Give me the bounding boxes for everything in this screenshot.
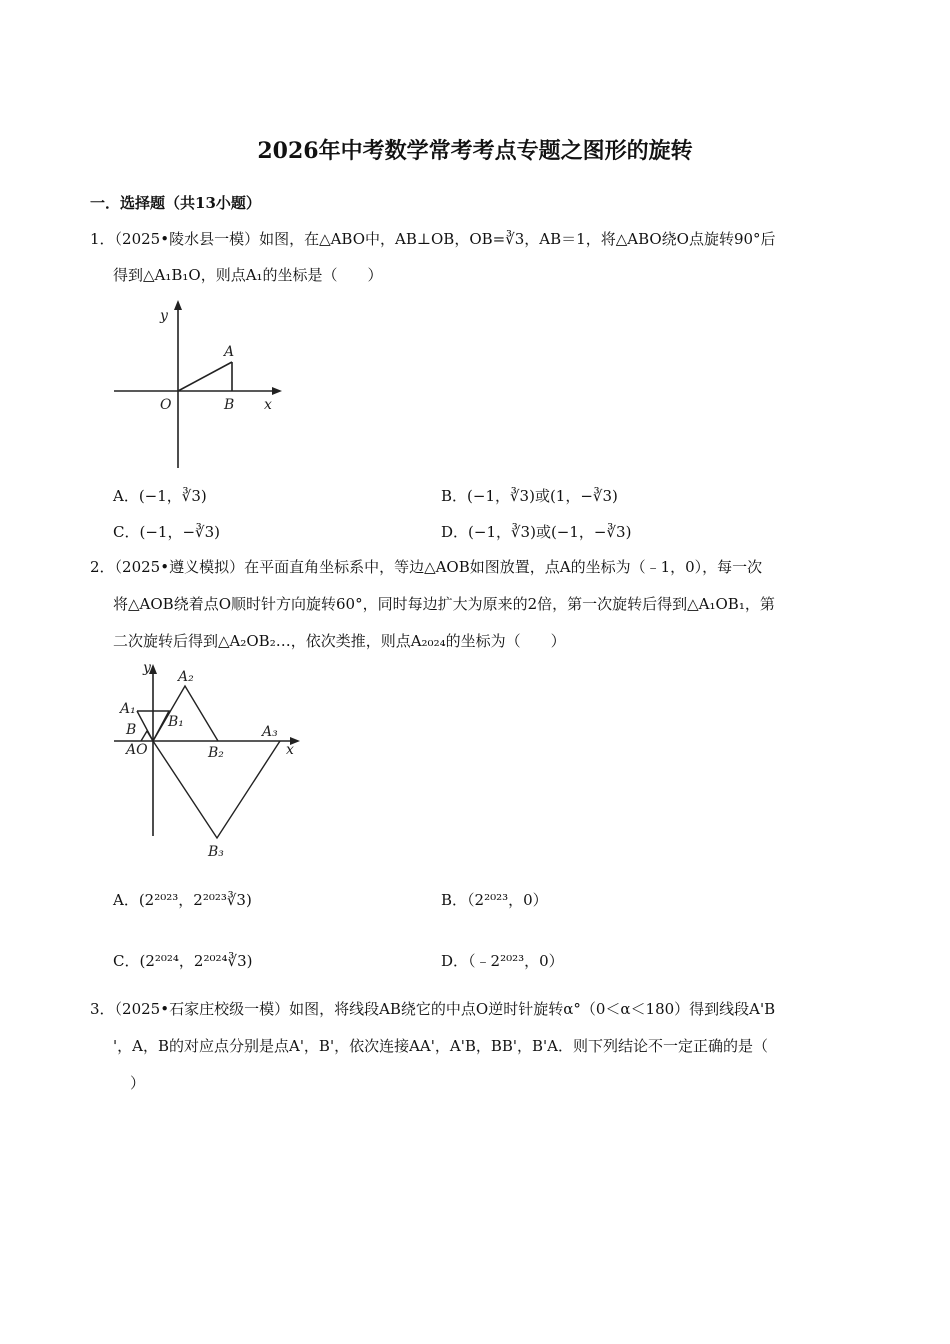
q2-label-A3: A₃ (262, 724, 278, 740)
q1-option-B[interactable]: B．(−1，∛3)或(1，−∛3) (441, 487, 618, 505)
q1-option-C[interactable]: C．(−1，−∛3) (113, 523, 220, 541)
q2-option-C[interactable]: C．(2²⁰²⁴，2²⁰²⁴∛3) (113, 952, 253, 970)
q2-label-A1: A₁ (120, 701, 136, 717)
page-title: 2026年中考数学常考考点专题之图形的旋转 (257, 138, 693, 164)
q2-line1: 2．（2025•遵义模拟）在平面直角坐标系中，等边△AOB如图放置，点A的坐标为（﹣1，0），每一次 (90, 558, 763, 576)
q3-line3: ） (130, 1074, 146, 1092)
q2-option-B[interactable]: B．（2²⁰²³，0） (441, 891, 548, 909)
q2-figure (110, 660, 305, 860)
q1-label-A: A (224, 344, 235, 360)
q2-label-y: y (143, 660, 151, 676)
q2-label-A2: A₂ (178, 669, 194, 685)
q1-label-O: O (160, 397, 172, 413)
q1-figure (108, 298, 288, 472)
q2-label-x: x (286, 742, 294, 758)
q1-label-y: y (160, 308, 168, 324)
q2-label-B2: B₂ (208, 745, 224, 761)
q1-label-x: x (264, 397, 272, 413)
section-heading: 一．选择题（共13小题） (90, 194, 261, 212)
q3-line1: 3．（2025•石家庄校级一模）如图，将线段AB绕它的中点O逆时针旋转α°（0＜α＜180）得到线段A'B (90, 1000, 776, 1018)
q1-option-D[interactable]: D．(−1，∛3)或(−1，−∛3) (441, 523, 632, 541)
q2-option-A[interactable]: A．(2²⁰²³，2²⁰²³∛3) (113, 891, 252, 909)
q1-line2: 得到△A₁B₁O，则点A₁的坐标是（ ） (113, 266, 383, 284)
q1-label-B: B (224, 397, 235, 413)
q2-label-B1: B₁ (168, 714, 184, 730)
q2-line2: 将△AOB绕着点O顺时针方向旋转60°，同时每边扩大为原来的2倍，第一次旋转后得到△A₁OB₁，第 (113, 595, 775, 613)
q2-label-AO: AO (126, 742, 148, 758)
q2-line3: 二次旋转后得到△A₂OB₂…，依次类推，则点A₂₀₂₄的坐标为（ ） (113, 632, 566, 650)
q1-line1: 1．（2025•陵水县一模）如图，在△ABO中，AB⊥OB，OB=∛3，AB＝1，将△ABO绕O点旋转90°后 (90, 230, 776, 248)
q2-option-D[interactable]: D．（﹣2²⁰²³，0） (441, 952, 564, 970)
q1-option-A[interactable]: A．(−1，∛3) (113, 487, 207, 505)
q2-label-B: B (126, 722, 137, 738)
q2-label-B3: B₃ (208, 844, 224, 860)
q3-line2: '，A，B的对应点分别是点A'，B'，依次连接AA'，A'B，BB'，B'A．则下列结论不一定正确的是（ (113, 1037, 769, 1055)
